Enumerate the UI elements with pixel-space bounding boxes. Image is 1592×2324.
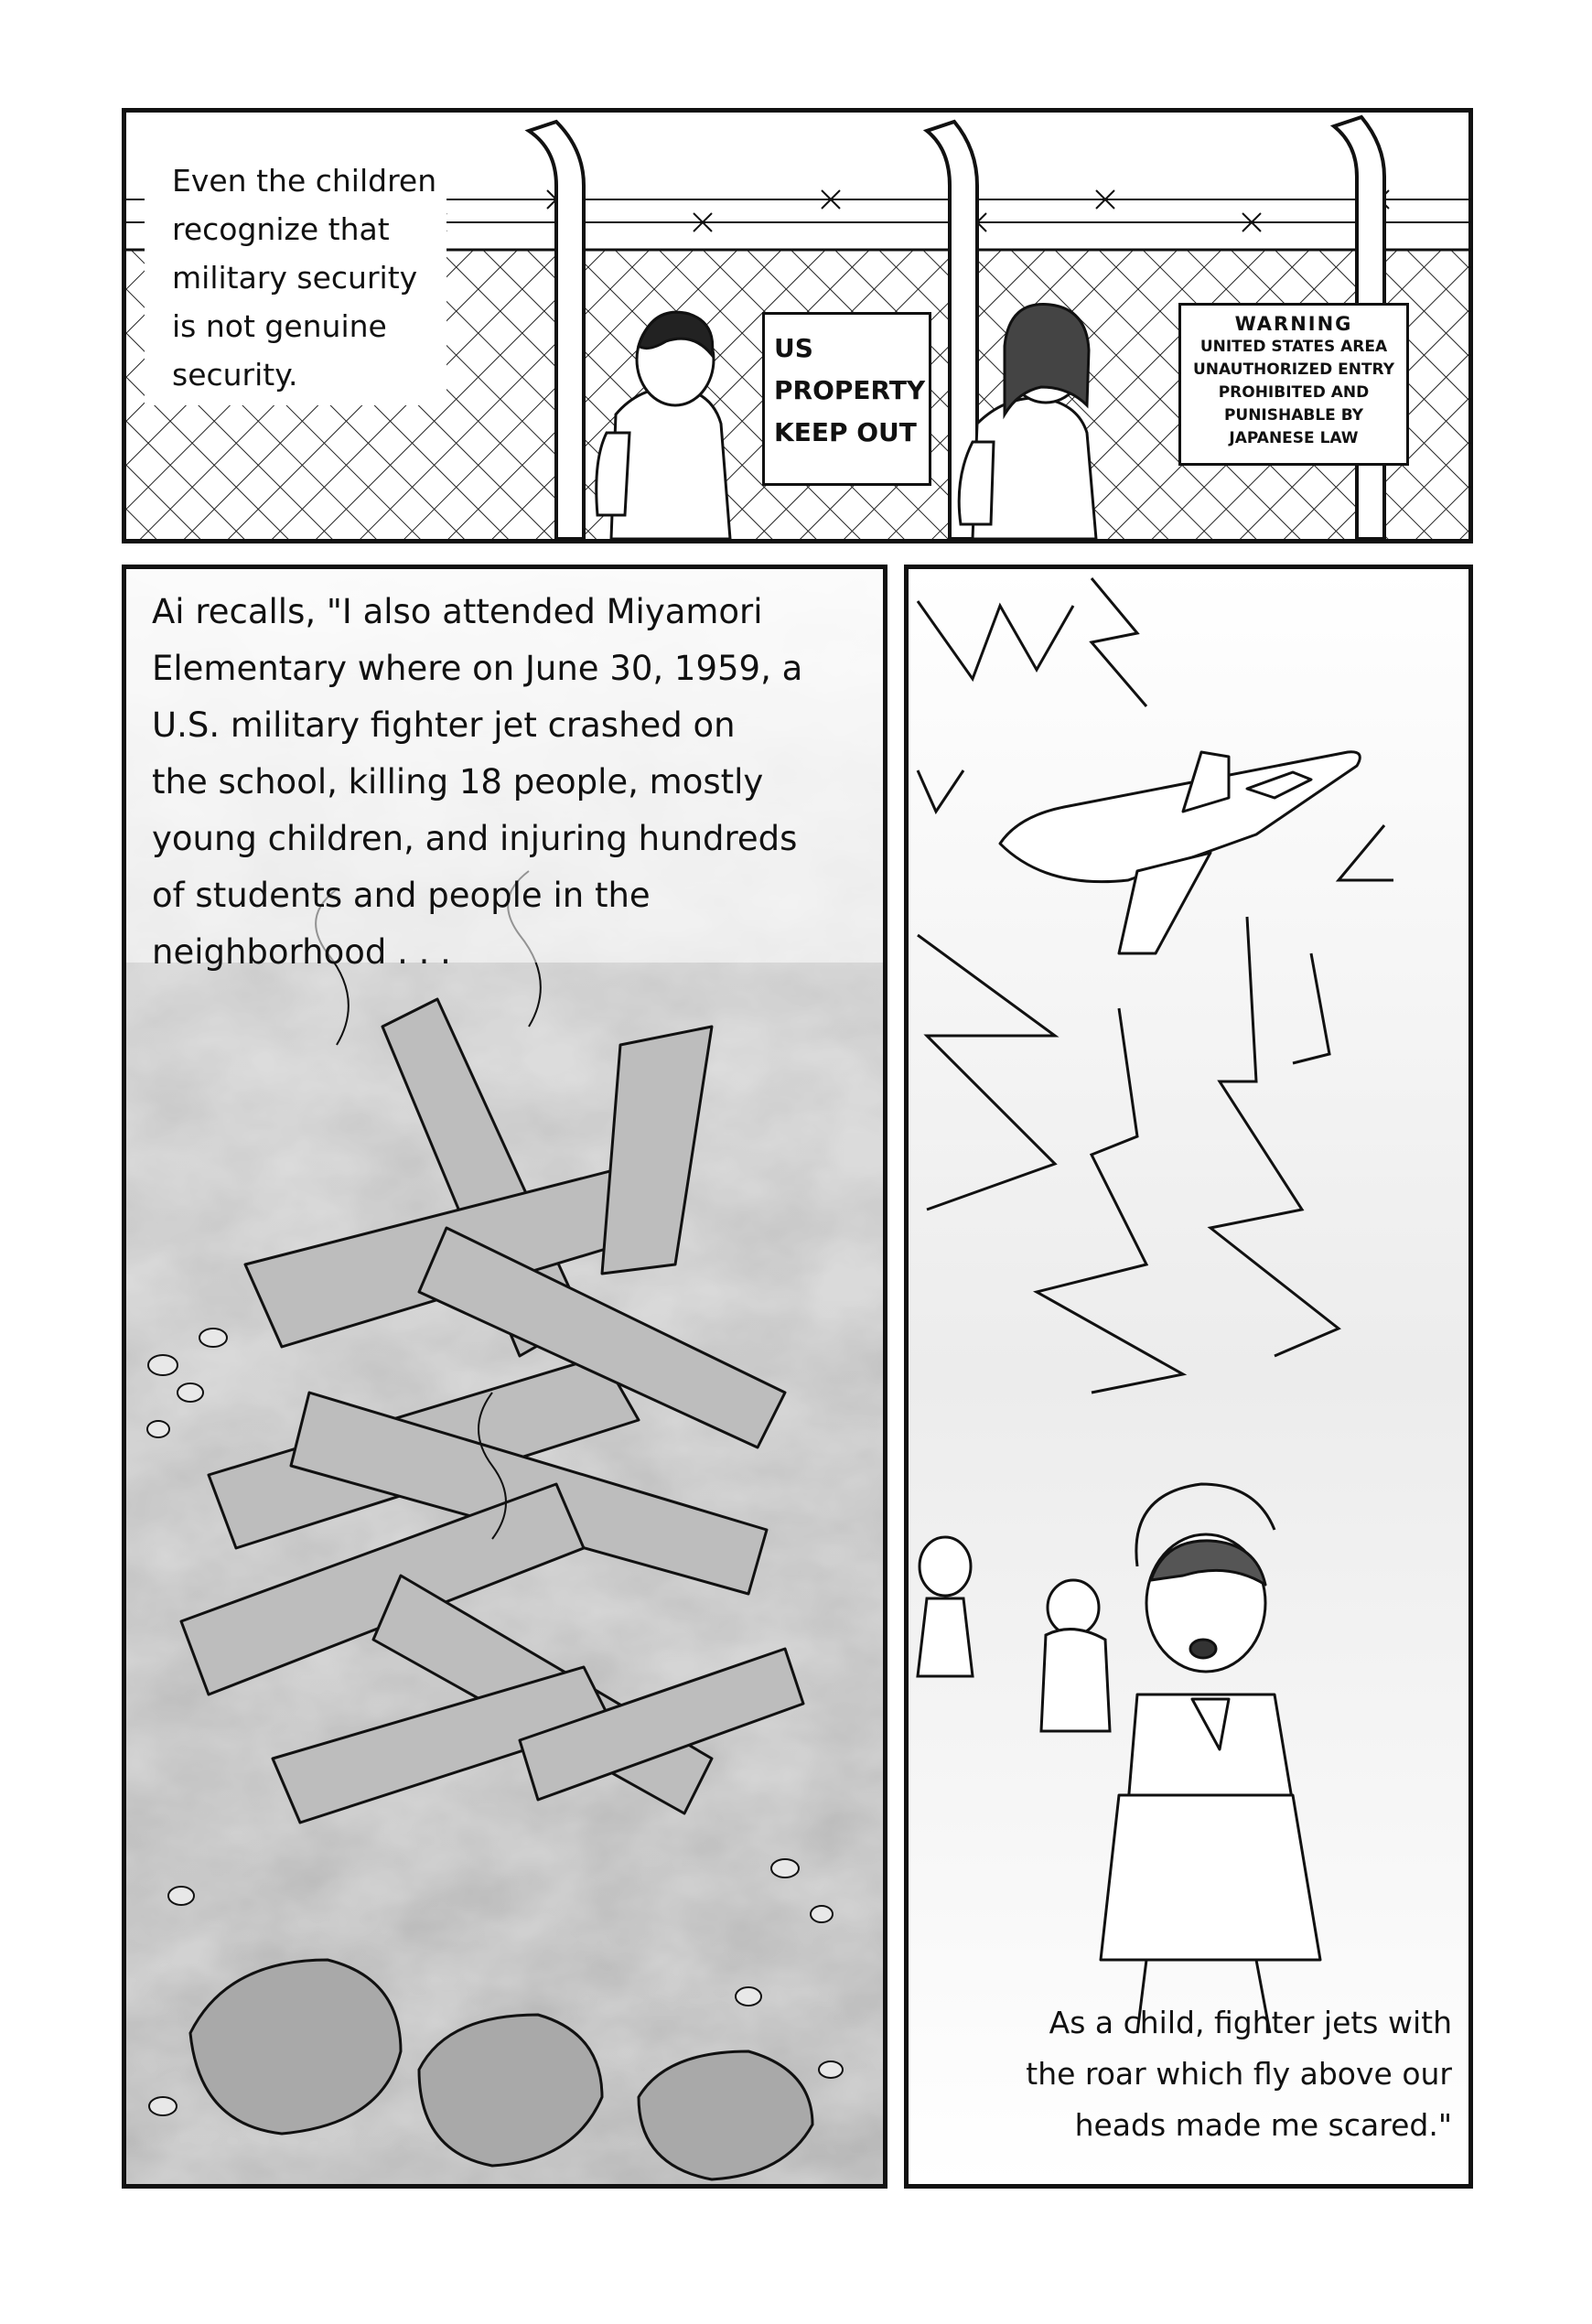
panel-fence [122,108,1473,543]
sign-us-line1: US [774,333,813,363]
warning-sign [1178,303,1409,466]
warning-line2: UNAUTHORIZED ENTRY [1192,360,1395,379]
us-property-sign [762,312,931,486]
panel-crash-wreckage [122,565,887,2189]
warning-title: WARNING [1234,313,1353,335]
sign-us-line2: PROPERTY [774,375,926,405]
warning-line1: UNITED STATES AREA [1199,338,1388,356]
warning-line3: PROHIBITED AND [1218,383,1370,402]
warning-line5: JAPANESE LAW [1229,429,1359,447]
caption-jets-scared: As a child, fighter jets with the roar which fly above our heads made me scared." [1026,2005,1452,2143]
sign-us-line3: KEEP OUT [774,417,917,447]
caption-miyamori-recollection: Ai recalls, "I also attended Miyamori Elementary where on June 30, 1959, a U.S. military fighter jet crashed on the school, killing 18 people, mostly young children, and injuring hundreds of students and people in the neighborhood . . . [152,592,803,972]
warning-line4: PUNISHABLE BY [1223,406,1364,425]
jet-illustration [909,569,1468,2184]
caption-children-security: Even the children recognize that military security is not genuine security. [172,163,437,393]
panel-fighter-jet [904,565,1473,2189]
